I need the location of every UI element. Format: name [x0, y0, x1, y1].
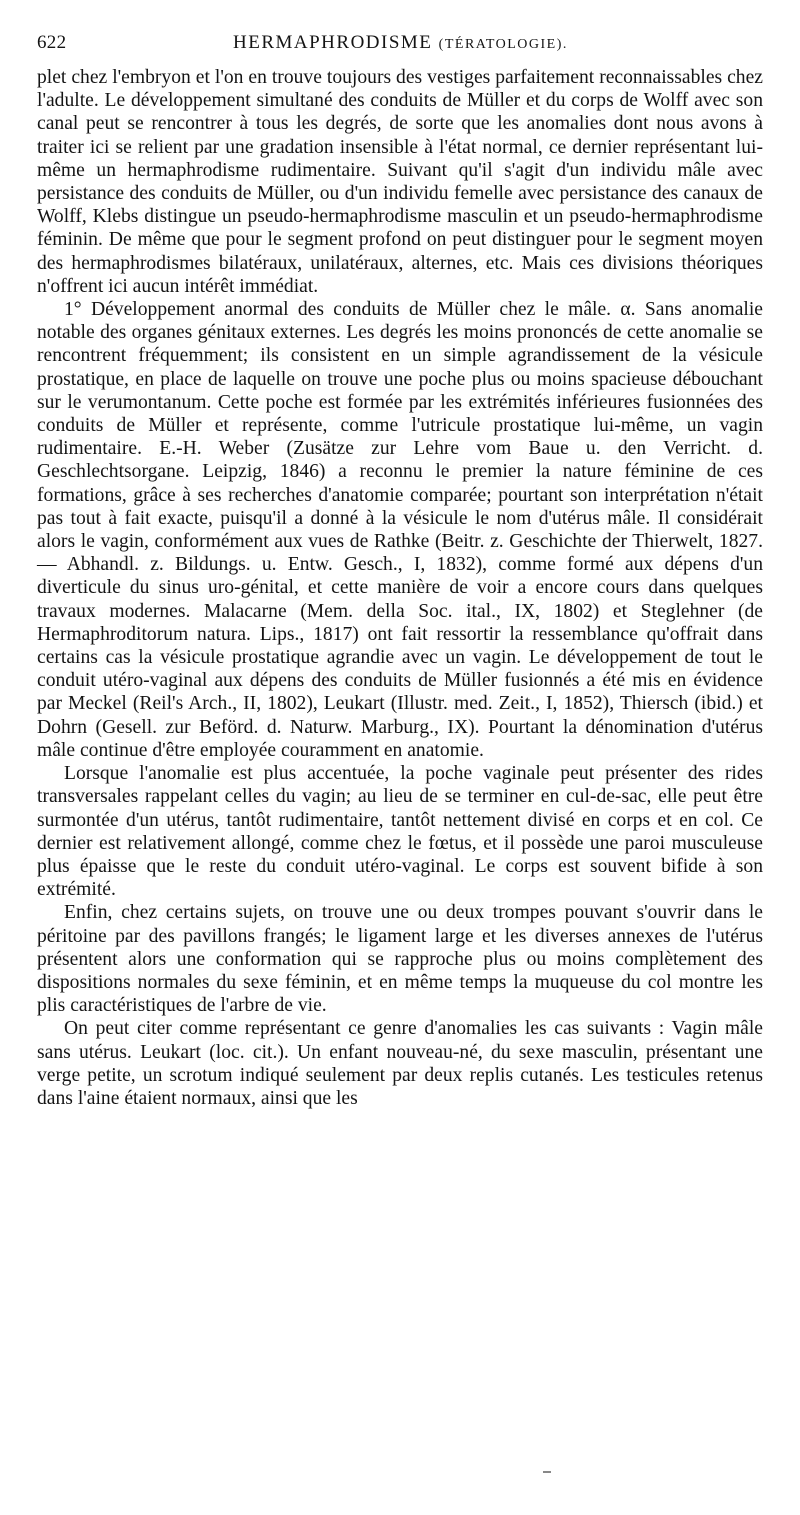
page-number: 622 — [37, 32, 67, 53]
paragraph-continuation: plet chez l'embryon et l'on en trouve toujours des vestiges parfaitement reconnaissables chez l'adulte. Le développement simultané des conduits de Müller et du corps de Wolff avec son canal peut se rencontrer à tous les degrés, de sorte que les anomalies dont nous avons à traiter ici se relient par une gradation insensible à l'état normal, ce dernier représentant lui-même un hermaphrodisme rudimentaire. Suivant qu'il s'agit d'un individu mâle avec persistance des conduits de Müller, ou d'un individu femelle avec persistance des canaux de Wolff, Klebs distingue un pseudo-hermaphrodisme masculin et un pseudo-hermaphrodisme féminin. De même que pour le segment profond on peut distinguer pour le segment moyen des hermaphrodismes bilatéraux, unilatéraux, alternes, etc. Mais ces divisions théoriques n'offrent ici aucun intérêt immédiat. — [37, 67, 763, 297]
paragraph-trompes: Enfin, chez certains sujets, on trouve une ou deux trompes pouvant s'ouvrir dans le péritoine par des pavillons frangés; le ligament large et les diverses annexes de l'utérus présentent alors une conformation qui se rapproche plus ou moins complètement des dispositions normales du sexe féminin, et en même temps la muqueuse du col montre les plis caractéristiques de l'arbre de vie. — [37, 902, 763, 1017]
page-mark — [543, 1471, 551, 1473]
running-title — [233, 32, 568, 54]
running-header — [37, 28, 763, 62]
paragraph-cases: On peut citer comme représentant ce genre d'anomalies les cas suivants : Vagin mâle sans utérus. Leukart (loc. cit.). Un enfant nouveau-né, du sexe masculin, présentant une verge petite, un scrotum indiqué seulement par deux replis cutanés. Les testicules retenus dans l'aine étaient normaux, ainsi que les — [37, 1018, 763, 1109]
body-text — [37, 66, 763, 1110]
running-title-main: HERMAPHRODISME — [233, 32, 433, 53]
paragraph-vaginal-pouch: Lorsque l'anomalie est plus accentuée, la poche vaginale peut présenter des rides transversales rappelant celles du vagin; au lieu de se terminer en cul-de-sac, elle peut être surmontée d'un utérus, tantôt rudimentaire, tantôt nettement divisé en corps et en col. Ce dernier est relativement allongé, comme chez le fœtus, et il possède une paroi musculeuse plus épaisse que le reste du conduit utéro-vaginal. Le corps est souvent bifide à son extrémité. — [37, 763, 763, 901]
running-title-subtitle: (TÉRATOLOGIE). — [438, 37, 568, 52]
paragraph-section-heading: 1° Développement anormal des conduits de Müller chez le mâle. α. Sans anomalie notable des organes génitaux externes. Les degrés les moins prononcés de cette anomalie se rencontrent fréquemment; ils consistent en un simple agrandissement de la vésicule prostatique, en place de laquelle on trouve une poche plus ou moins spacieuse débouchant sur le verumontanum. Cette poche est formée par les extrémités inférieures fusionnées des conduits de Müller et représente, comme l'utricule prostatique lui-même, un vagin rudimentaire. E.-H. Weber (Zusätze zur Lehre vom Baue u. den Verricht. d. Geschlechtsorgane. Leipzig, 1846) a reconnu le premier la nature féminine de ces formations, grâce à ses recherches d'anatomie comparée; pourtant son interprétation n'était pas tout à fait exacte, puisqu'il a donné à la vésicule le nom d'utérus mâle. Il considérait alors le vagin, conformément aux vues de Rathke (Beitr. z. Geschichte der Thierwelt, 1827. — Abhandl. z. Bildungs. u. Entw. Gesch., I, 1832), comme formé aux dépens d'un diverticule du sinus uro-génital, et cette manière de voir a encore cours dans quelques travaux modernes. Malacarne (Mem. della Soc. ital., IX, 1802) et Steglehner (de Hermaphroditorum natura. Lips., 1817) ont fait ressortir la ressemblance qu'offrait dans certains cas la vésicule prostatique agrandie avec un vagin. Le développement de tout le conduit utéro-vaginal aux dépens des conduits de Müller fusionnés a été mis en évidence par Meckel (Reil's Arch., II, 1802), Leukart (Illustr. med. Zeit., I, 1852), Thiersch (ibid.) et Dohrn (Gesell. zur Beförd. d. Naturw. Marburg., IX). Pourtant la dénomination d'utérus mâle continue d'être employée couramment en anatomie. — [37, 299, 763, 761]
